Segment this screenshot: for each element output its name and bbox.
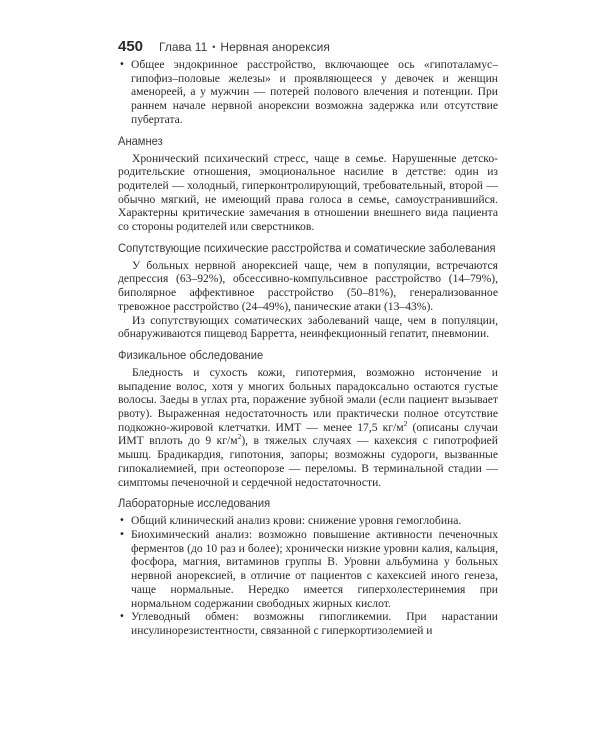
page-content <box>118 58 498 638</box>
bullet-icon: • <box>119 515 125 527</box>
exam-paragraph <box>118 366 498 489</box>
labs-bullet-list <box>118 514 498 637</box>
bullet-icon: • <box>119 528 125 540</box>
header-separator: • <box>212 42 216 52</box>
anamnesis-paragraph: Хронический психический стресс, чаще в семье. Нарушенные детско-родительские отношения, эмоциональное насилие в детстве: один из родителей — холодный, гиперконтролирующий, требовательный, второй — обычно мягкий, не имеющий права голоса в семье, самоустранившийся. Характерны критические замечания в отношении внешнего вида пациента со стороны родителей или сверстников. <box>118 151 498 234</box>
bullet-icon: • <box>119 611 125 623</box>
list-item <box>118 610 498 637</box>
exam-text-part-1: Бледность и сухость кожи, гипотермия, возможно истончение и выпадение волос, хотя у многих больных парадоксально остаются густые волосы. Заеды в углах рта, поражение зубной эмали (если пациент вызывает рвоту). Выраженная недостаточность или практически полное отсутствие подкожно-жировой клетчатки. ИМТ — менее 17,5 кг/м <box>118 365 498 434</box>
exam-text-part-3: ), в тяжелых случаях — кахексия с гипотрофией мышц. Брадикардия, гипотония, запоры; возможны судороги, вызванные гипокалиемией, при остеопорозе — переломы. В терминальной стадии — симптомы печеночной и сердечной недостаточности. <box>118 434 498 489</box>
intro-bullet-list <box>118 58 498 127</box>
comorbid-paragraph-1: У больных нервной анорексией чаще, чем в популяции, встречаются депрессия (63–92%), обсессивно-компульсивное расстройство (14–79%), биполярное аффективное расстройство (50–81%), генерализованное тревожное расстройство (24–49%), панические атаки (13–43%). <box>118 258 498 313</box>
list-item <box>118 58 498 127</box>
exam-superscript-1: 2 <box>403 418 408 428</box>
list-item <box>118 514 498 528</box>
chapter-title: Нервная анорексия <box>220 40 330 54</box>
page-number: 450 <box>118 38 144 55</box>
chapter-label: Глава 11 <box>159 40 208 54</box>
exam-text-part-2: (описаны случаи ИМТ вплоть до 9 кг/м <box>118 420 499 448</box>
exam-superscript-2: 2 <box>237 432 242 442</box>
comorbid-paragraph-2: Из сопутствующих соматических заболеваний чаще, чем в популяции, обнаруживаются пищевод Барретта, неинфекционный гепатит, пневмонии. <box>118 313 498 341</box>
section-heading-labs: Лабораторные исследования <box>118 496 271 511</box>
list-item-text: Общее эндокринное расстройство, включающее ось «гипоталамус–гипофиз–половые железы» и проявляющееся у девочек и женщин аменореей, а у мужчин — потерей полового влечения и потенции. При раннем начале нервной анорексии возможна задержка или отсутствие пубертата. <box>131 58 498 126</box>
list-item-text: Общий клинический анализ крови: снижение уровня гемоглобина. <box>131 514 462 528</box>
bullet-icon: • <box>119 59 125 70</box>
section-heading-comorbid: Сопутствующие психические расстройства и соматические заболевания <box>118 240 496 255</box>
list-item-text: Углеводный обмен: возможны гипогликемии. При нарастании инсулинорезистентности, связанной с гиперкортизолемией и <box>131 610 498 637</box>
section-heading-exam: Физикальное обследование <box>118 347 264 362</box>
running-head <box>118 38 498 55</box>
list-item <box>118 528 498 610</box>
list-item-text: Биохимический анализ: возможно повышение активности печеночных ферментов (до 10 раз и более); хронически низкие уровни калия, кальция, фосфора, магния, витаминов группы B. Уровни альбумина у больных нервной анорексией, в отличие от пациентов с кахексией иного генеза, чаще нормальные. Нередко имеется гиперхолестеринемия при нормальном содержании свободных жирных кислот. <box>131 527 498 610</box>
section-heading-anamnesis: Анамнез <box>118 133 163 148</box>
